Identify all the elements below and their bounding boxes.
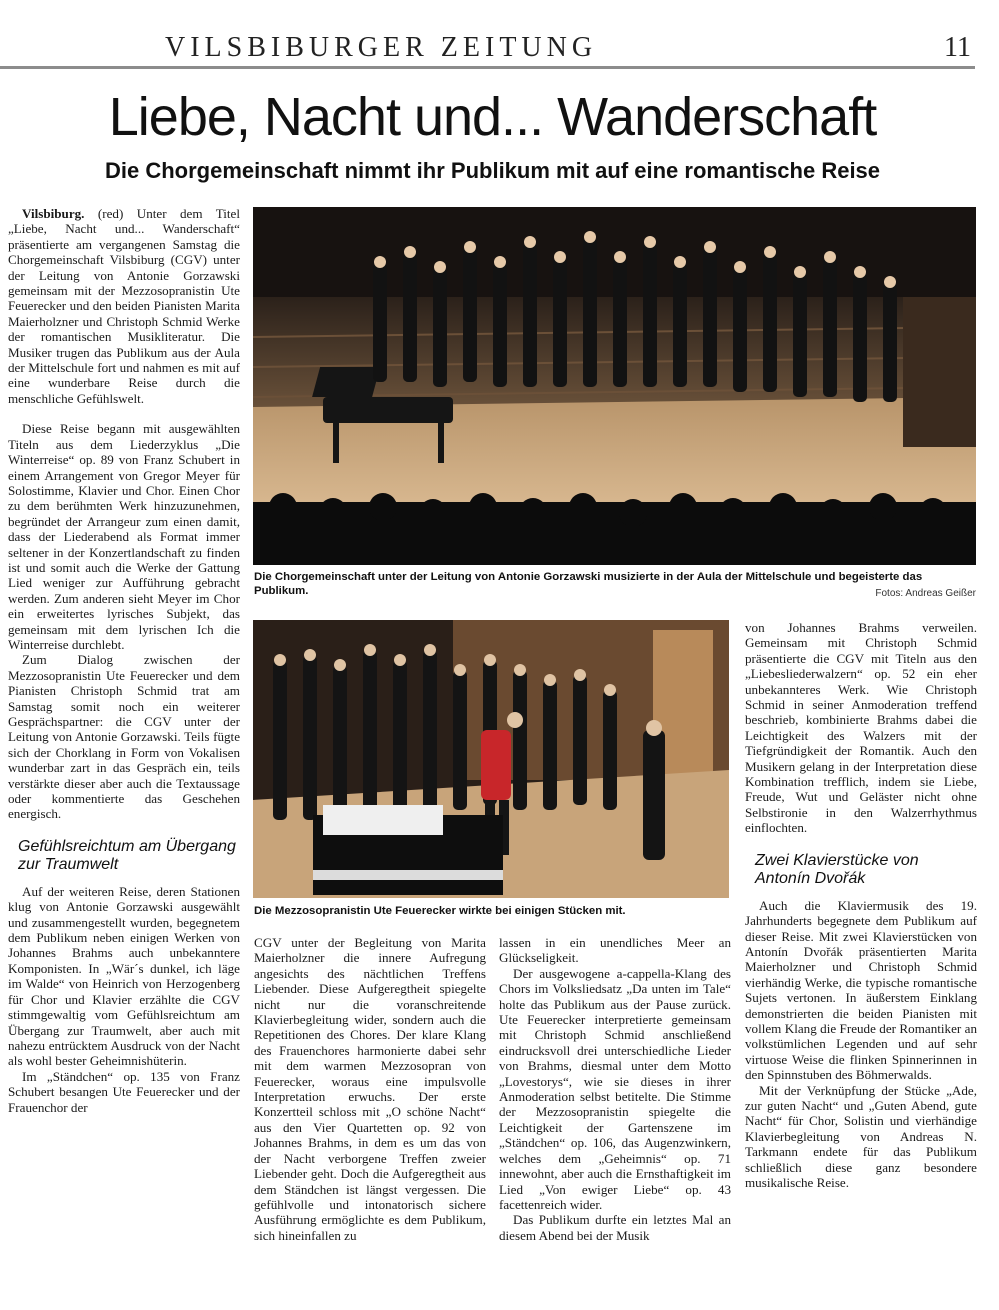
page-number: 11 [944,32,971,63]
choir-stage-photo [253,207,976,565]
section-heading: Gefühlsreichtum am Übergang zur Traumwelt [18,837,236,873]
paragraph: Auch die Klaviermusik des 19. Jahrhunderts begegnete dem Publikum auf dieser Reise. Mit zwei Klavierstücken von Antonín Dvořák präsentierten Marita Maierholzner und Christoph Schmid vierhändig Werke, die typische romantische Sujets vertonen. In äußerstem Einklang demonstrierten die beiden Pianisten mit vollem Klang die Freude der Romantiker an volkstümlichen Legenden und auf sehr virtuose Weise die flinken Spinnerinnen in den Spinnstuben des Böhmerwalds. [745,897,977,1083]
paragraph: Zum Dialog zwischen der Mezzosopranistin Ute Feuerecker und dem Pianisten Christoph Schmid trat am Samstag somit noch ein weiterer Gesprächspartner: die CGV unter der Leitung von Antonie Gorzawski. Teils fügte sich der Chorklang in Form von Vokalisen wunderbar zart in das Gespräch ein, teils verstärkte dieser aber auch die Textaussage oder kommentierte das Geschehen energisch. [8,652,240,822]
paragraph: Auf der weiteren Reise, deren Stationen klug von Antonie Gorzawski ausgewählt und zusammengestellt wurden, begegnetem dem Publikum neben einigen Werken von Johannes Brahms auch unbekanntere Komponisten. In „Wär´s dunkel, ich läge im Walde“ von Heinrich von Herzogenberg für Chor und Klavier erzählte die CGV stimmgewaltig vom Gefühlsreichtum am Übergang zur Traumwelt, aber auch mit nahezu entrücktem Ausdruck von der Nacht als wohl bester Geheimnishüterin. [8,883,240,1069]
paragraph: Das Publikum durfte ein letztes Mal an diesem Abend bei der Musik [499,1212,731,1243]
masthead [0,28,975,69]
dateline: Vilsbiburg. [22,206,85,221]
photo-caption-1: Die Chorgemeinschaft unter der Leitung von Antonie Gorzawski musizierte in der Aula der Mittelschule und begeisterte das Publikum. [254,571,923,597]
paragraph [8,206,240,406]
subheadline: Die Chorgemeinschaft nimmt ihr Publikum mit auf eine romantische Reise [104,158,881,183]
paragraph: lassen in ein unendliches Meer an Glückseligkeit. [499,935,731,966]
paragraph: Der ausgewogene a-cappella-Klang des Chors im Volksliedsatz „Da unten im Tale“ holte das Publikum aus der Pause zurück. Ute Feuerecker interpretierte gemeinsam mit Christoph Schmid anschließend eindrucksvoll drei unterschiedliche Lieder von Brahms, diesmal unter dem Motto „Lovestorys“, wie sie dieses in ihrer Anmoderation selbst betitelte. Die Stimme der Mezzosopranistin spiegelte die Leichtigkeit der Gartenszene im „Ständchen“ op. 106, das Augenzwinkern, welches dem „Geheimnis“ op. 71 innewohnt, aber auch die Ernsthaftigkeit im Lied „Von ewiger Liebe“ op. 43 facettenreich wider. [499,965,731,1212]
article-column-4 [745,620,977,1285]
paragraph: Diese Reise begann mit ausgewählten Titeln aus dem Liederzyklus „Die Winterreise“ op. 89 von Franz Schubert in einem Arrangement von Gregor Meyer für Solostimme, Klavier und Chor. Einen Chor zu dem berühmten Werk hinzuzunehmen, begründet der Arrangeur zum einen damit, dass der Liederabend als Format immer seltener in der Konzertlandschaft zu finden ist und somit auch die Werke der Gattung Lied weniger zur Aufführung gebracht werden. Zum anderen sieht Meyer im Chor ein erweitertes lyrisches Subjekt, das gemeinsam mit dem lyrischen Ich die Winterreise durchlebt. [8,421,240,652]
paragraph: Mit der Verknüpfung der Stücke „Ade, zur guten Nacht“ und „Guten Abend, gute Nacht“ für Chor, Solistin und vierhändige Klavierbegleitung von Andreas N. Tarkmann endete für das Publikum schließlich diese ganz besondere musikalische Reise. [745,1082,977,1190]
choir-stage-illustration [253,207,976,565]
photo-credit: Fotos: Andreas Geißer [875,588,976,599]
paragraph-text: (red) Unter dem Titel „Liebe, Nacht und... Wanderschaft“ präsentierte am vergangenen Samstag die Chorgemeinschaft Vilsbiburg (CGV) unter der Leitung von Antonie Gorzawski gemeinsam mit der Mezzosopranistin Ute Feuerecker und den beiden Pianisten Marita Maierholzner und Christoph Schmid Werke der romantischen Musikliteratur. Die Musiker trugen das Publikum aus der Aula der Mittelschule fort und nahmen es mit auf eine wunderbare Reise durch die menschliche Gefühlswelt. [8,206,240,406]
article-column-3 [499,935,731,1285]
headline: Liebe, Nacht und... Wanderschaft [108,87,877,147]
article-column-2 [254,935,486,1285]
section-heading: Zwei Klavierstücke von Antonín Dvořák [755,851,919,887]
mezzosoprano-illustration [253,620,729,898]
article-column-1 [8,206,240,1286]
newspaper-name: VILSBIBURGER ZEITUNG [165,32,598,63]
photo-caption-2: Die Mezzosopranistin Ute Feuerecker wirkte bei einigen Stücken mit. [254,905,626,917]
paragraph: Im „Ständchen“ op. 135 von Franz Schubert besangen Ute Feuerecker und der Frauenchor der [8,1068,240,1115]
paragraph: CGV unter der Begleitung von Marita Maierholzner die innere Aufregung angesichts des nächtlichen Treffens Liebender. Diese Aufgeregtheit spiegelte nicht nur die voranschreitende Klavierbegleitung wider, sondern auch die Repetitionen des Chores. Der klare Klang des Frauenchores harmonierte dabei sehr mit dem warmen Mezzosopran von Feuerecker, woraus eine impulsvolle Interpretation erwuchs. Der erste Konzertteil schloss mit „O schöne Nacht“ aus den Vier Quartetten op. 92 von Johannes Brahms, in dem es um das von der Nacht verborgene Treffen zweier Liebender geht. Doch die Aufgeregtheit aus dem Ständchen ist längst vergessen. Die gefühlvolle und intonatorisch sichere Ausführung ermöglichte es dem Publikum, sich hineinfallen zu [254,935,486,1243]
paragraph: von Johannes Brahms verweilen. Gemeinsam mit Christoph Schmid präsentierte die CGV mit Titeln aus den „Liebesliederwalzern“ op. 52 ein eher unbekannteres Werk. Wie Christoph Schmid in seiner Anmoderation treffend beschrieb, kombinierte Brahms dabei die Leichtigkeit des Walzers mit der Tiefgründigkeit der Romantik. Auch den Musikern gelang in der Interpretation diese Kombination trefflich, indem sie Liebe, Freude, Wut und Geläster nicht ohne Selbstironie in den Walzerrhythmus einflochten. [745,620,977,836]
mezzosoprano-photo [253,620,729,898]
